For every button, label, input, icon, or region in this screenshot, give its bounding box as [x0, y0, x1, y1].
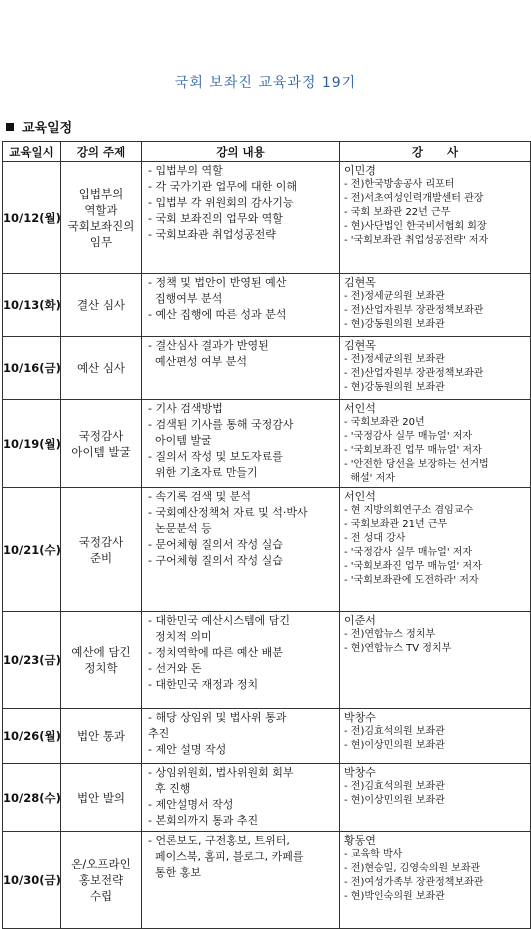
instructor-line: - 전 성대 강사 [344, 533, 406, 544]
content-line: - 입법부 각 위원회의 감사기능 [148, 196, 294, 209]
content-line: - 예산 집행에 따른 성과 분석 [148, 308, 287, 321]
cell-subject [61, 274, 142, 337]
instructor-line: - 현)이상민의원 보좌관 [344, 795, 445, 806]
instructor-line: - 전)산업자원부 장관정책보좌관 [344, 305, 484, 316]
content-line: 아이템 발굴 [148, 434, 212, 447]
subject-line: 입법부의 [78, 186, 124, 201]
cell-content [142, 400, 340, 488]
content-line: - 상임위원회, 법사위원회 회부 [148, 766, 294, 779]
cell-content [142, 709, 340, 764]
header-date: 교육일시 [3, 142, 61, 162]
content-line: - 제안 설명 작성 [148, 743, 227, 756]
subject-line: 수립 [89, 889, 113, 903]
content-line: - 대한민국 예산시스템에 담긴 [148, 614, 290, 627]
cell-content [142, 274, 340, 337]
content-line: - 국회 보좌진의 업무와 역할 [148, 212, 283, 225]
content-line: - 검색된 기사를 통해 국정감사 [148, 418, 294, 431]
cell-date: 10/12(월) [3, 162, 61, 274]
instructor-line: - 현 지방의회연구소 겸임교수 [344, 505, 474, 516]
content-line: 페이스북, 홈피, 블로그, 카페를 [148, 850, 304, 863]
instructor-line: - '국회보좌진 업무 매뉴얼' 저자 [344, 561, 482, 572]
cell-subject [61, 337, 142, 400]
content-line: - 제안설명서 작성 [148, 798, 234, 811]
cell-subject [61, 612, 142, 709]
content-line: - 국회예산정책처 자료 및 석·박사 [148, 506, 308, 519]
subject-line: 임무 [89, 234, 113, 249]
instructor-line: - 현)이상민의원 보좌관 [344, 740, 445, 751]
instructor-line: - 전)산업자원부 장관정책보좌관 [344, 368, 484, 379]
instructor-name: 이민경 [344, 164, 376, 177]
instructor-line: - 전)연합뉴스 정치부 [344, 629, 436, 640]
instructor-line: - 전)여성가족부 장관정책보좌관 [344, 877, 484, 888]
cell-content [142, 832, 340, 929]
content-line: - 문어체형 질의서 작성 실습 [148, 538, 283, 551]
instructor-line: - 전)한국방송공사 리포터 [344, 179, 455, 190]
cell-content [142, 488, 340, 612]
subject-line: 결산 심사 [76, 298, 126, 312]
instructor-line: - '국회보좌진 업무 매뉴얼' 저자 [344, 445, 482, 456]
cell-date: 10/30(금) [3, 832, 61, 929]
content-line: - 속기록 검색 및 분석 [148, 490, 251, 503]
subject-line: 국정감사 [78, 534, 124, 549]
content-line: 통한 홍보 [148, 866, 201, 879]
table-header-row [3, 142, 531, 162]
subject-line: 국회보좌진의 [67, 218, 135, 233]
header-instructor: 강 사 [340, 142, 531, 162]
content-line: 논문분석 등 [148, 522, 212, 535]
subject-line: 정치학 [84, 661, 118, 675]
instructor-line: - 전)서초여성인력개발센터 관장 [344, 193, 484, 204]
cell-content [142, 764, 340, 832]
subject-line: 역할과 [84, 202, 118, 217]
cell-date: 10/13(화) [3, 274, 61, 337]
instructor-line: - '안전한 당선을 보장하는 선거법 [344, 459, 489, 470]
instructor-line: - 국회보좌관 21년 근무 [344, 519, 448, 530]
cell-subject [61, 832, 142, 929]
instructor-name: 김현목 [344, 276, 376, 289]
section-heading-label: 교육일정 [22, 121, 73, 136]
instructor-line: - 현)사단법인 한국비서협회 회장 [344, 221, 487, 232]
instructor-line: - 현)강동원의원 보좌관 [344, 382, 445, 393]
content-line: - 정책 및 법안이 반영된 예산 [148, 276, 287, 289]
header-subject: 강의 주제 [61, 142, 142, 162]
instructor-line: - 국회 보좌관 22년 근무 [344, 207, 451, 218]
content-line: - 대한민국 재정과 정치 [148, 678, 259, 691]
table-row [3, 488, 531, 612]
content-line: - 기사 검색방법 [148, 402, 223, 415]
content-line: - 언론보도, 구전홍보, 트위터, [148, 834, 290, 847]
cell-instructor [340, 832, 531, 929]
cell-instructor [340, 764, 531, 832]
table-row [3, 337, 531, 400]
cell-instructor [340, 709, 531, 764]
instructor-line: - '국회보좌관 취업성공전략' 저자 [344, 235, 489, 246]
subject-line: 아이템 발굴 [71, 444, 131, 459]
cell-subject [61, 764, 142, 832]
instructor-line: - '국회보좌관에 도전하라' 저자 [344, 575, 479, 586]
subject-line: 홍보전략 [78, 873, 124, 887]
cell-instructor [340, 488, 531, 612]
content-line: - 국회보좌관 취업성공전략 [148, 228, 276, 241]
instructor-line: - 국회보좌관 20년 [344, 417, 425, 428]
table-row [3, 764, 531, 832]
table-row [3, 274, 531, 337]
cell-content [142, 337, 340, 400]
cell-date: 10/26(월) [3, 709, 61, 764]
subject-line: 온/오프라인 [71, 857, 131, 871]
cell-instructor [340, 337, 531, 400]
instructor-line: - '국정감사 실무 매뉴얼' 저자 [344, 431, 473, 442]
instructor-line: - 전)김효석의원 보좌관 [344, 781, 445, 792]
cell-date: 10/23(금) [3, 612, 61, 709]
table-row [3, 162, 531, 274]
content-line: - 본회의까지 통과 추진 [148, 814, 259, 827]
instructor-line: - 전)현승일, 김영숙의원 보좌관 [344, 863, 481, 874]
content-line: 정치적 의미 [148, 630, 212, 643]
instructor-line: - 전)정세균의원 보좌관 [344, 291, 445, 302]
cell-subject [61, 709, 142, 764]
content-line: 후 진행 [148, 782, 191, 795]
content-line: 추진 [148, 727, 170, 740]
content-line: 위한 기초자료 만들기 [148, 466, 258, 479]
header-content: 강의 내용 [142, 142, 340, 162]
table-row [3, 400, 531, 488]
cell-instructor [340, 612, 531, 709]
cell-subject [61, 400, 142, 488]
content-line: - 질의서 작성 및 보도자료를 [148, 450, 283, 463]
subject-line: 예산에 담긴 [71, 645, 131, 659]
cell-date: 10/16(금) [3, 337, 61, 400]
cell-content [142, 162, 340, 274]
instructor-name: 서인석 [344, 402, 376, 415]
page-title: 국회 보좌진 교육과정 19기 [174, 75, 357, 91]
subject-line: 준비 [89, 550, 113, 565]
cell-instructor [340, 274, 531, 337]
instructor-name: 서인석 [344, 490, 376, 503]
content-line: - 해당 상임위 및 법사위 통과 [148, 711, 287, 724]
cell-date: 10/19(월) [3, 400, 61, 488]
cell-content [142, 612, 340, 709]
content-line: 예산편성 여부 분석 [148, 355, 247, 368]
instructor-name: 황동연 [344, 834, 376, 847]
cell-instructor [340, 162, 531, 274]
square-bullet-icon [6, 123, 14, 131]
schedule-table [2, 141, 531, 929]
cell-date: 10/28(수) [3, 764, 61, 832]
subject-line: 국정감사 [78, 428, 124, 443]
cell-instructor [340, 400, 531, 488]
content-line: - 정치역학에 따른 예산 배분 [148, 646, 283, 659]
content-line: - 입법부의 역할 [148, 164, 223, 177]
cell-subject [61, 488, 142, 612]
cell-date: 10/21(수) [3, 488, 61, 612]
instructor-name: 김현목 [344, 339, 376, 352]
table-row [3, 832, 531, 929]
content-line: 집행여부 분석 [148, 292, 223, 305]
instructor-name: 이준서 [344, 614, 376, 627]
instructor-line: - 교육학 박사 [344, 849, 403, 860]
content-line: - 각 국가기관 업무에 대한 이해 [148, 180, 297, 193]
subject-line: 법안 통과 [76, 729, 126, 743]
content-line: - 선거와 돈 [148, 662, 202, 675]
instructor-name: 박창수 [344, 766, 376, 779]
instructor-name: 박창수 [344, 711, 376, 724]
instructor-line: - 현)박인숙의원 보좌관 [344, 891, 445, 902]
content-line: - 결산심사 결과가 반영된 [148, 339, 269, 352]
instructor-line: - 현)연합뉴스 TV 정치부 [344, 643, 452, 654]
subject-line: 법안 발의 [76, 790, 126, 805]
instructor-line: - 전)김효석의원 보좌관 [344, 726, 445, 737]
cell-subject [61, 162, 142, 274]
section-heading [6, 117, 72, 136]
instructor-line: - '국정감사 실무 매뉴얼' 저자 [344, 547, 473, 558]
content-line: - 구어체형 질의서 작성 실습 [148, 554, 283, 567]
table-row [3, 709, 531, 764]
instructor-line: - 전)정세균의원 보좌관 [344, 354, 445, 365]
instructor-line: - 현)강동원의원 보좌관 [344, 319, 445, 330]
instructor-line: 해설' 저자 [344, 473, 395, 484]
table-row [3, 612, 531, 709]
subject-line: 예산 심사 [76, 361, 126, 375]
